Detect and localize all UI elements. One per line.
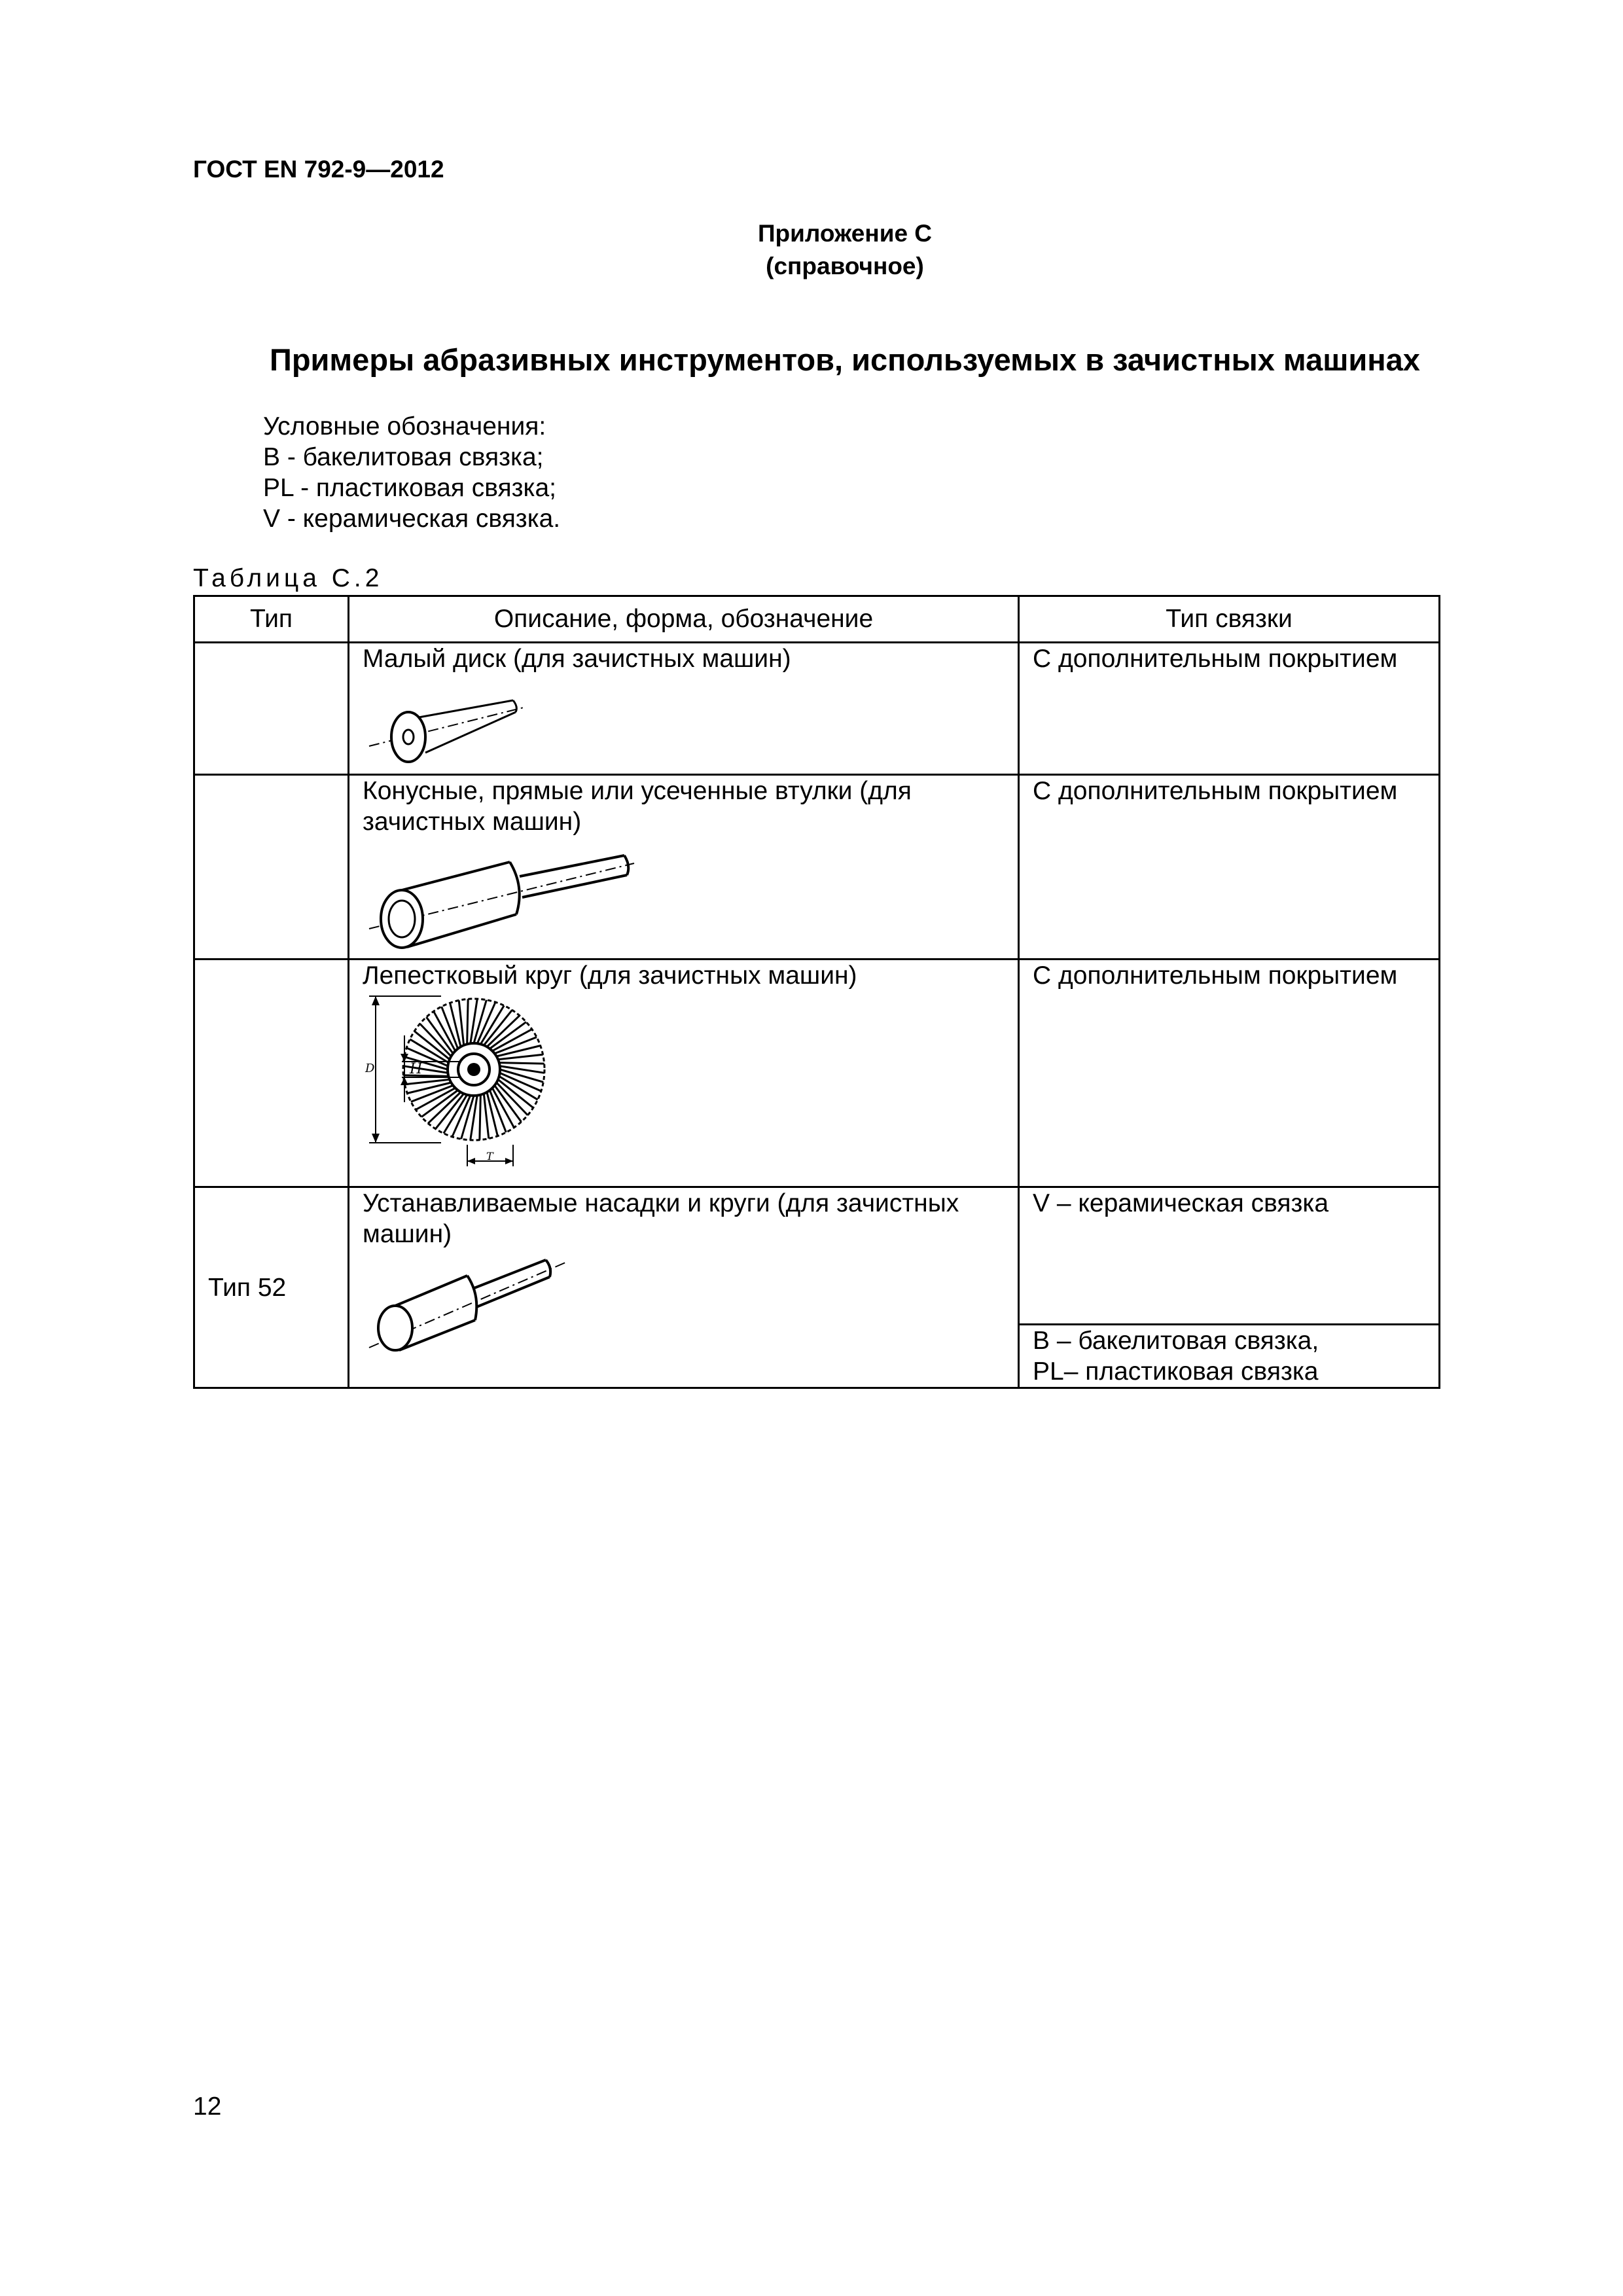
table-row — [194, 1187, 1440, 1325]
description-text: Малый диск (для зачистных машин) — [363, 645, 791, 673]
table-caption: Таблица С.2 — [193, 564, 383, 592]
bond-text: С дополнительным покрытием — [1033, 961, 1398, 990]
dimension-t-label: T — [486, 1150, 493, 1162]
description-text: Устанавливаемые насадки и круги (для зачистных машин) — [363, 1189, 959, 1248]
table-row — [194, 643, 1440, 775]
annex-heading — [0, 217, 1623, 283]
legend-item-pl: PL - пластиковая связка; — [263, 474, 556, 502]
annex-status: (справочное) — [766, 253, 924, 279]
page-title: Примеры абразивных инструментов, используемых в зачистных машинах — [270, 342, 1420, 377]
type-cell — [194, 775, 349, 960]
type-cell — [194, 643, 349, 775]
bond-text: V – керамическая связка — [1033, 1189, 1329, 1217]
annex-title: Приложение С — [757, 220, 933, 247]
legend-item-v: V - керамическая связка. — [263, 505, 561, 533]
abrasive-tools-table — [193, 595, 1440, 1389]
bond-text: С дополнительным покрытием — [1033, 777, 1398, 805]
table-header-row — [194, 596, 1440, 643]
type-cell — [194, 960, 349, 1187]
flap-ray — [467, 999, 469, 1044]
description-text: Лепестковый круг (для зачистных машин) — [363, 961, 857, 990]
column-header-type: Тип — [194, 596, 349, 643]
column-header-bond: Тип связки — [1019, 596, 1440, 643]
legend-block — [263, 411, 560, 534]
sleeve-figure — [363, 837, 637, 955]
mounted-point-figure — [363, 1249, 572, 1367]
page-number: 12 — [193, 2092, 222, 2121]
legend-item-b: B - бакелитовая связка; — [263, 443, 544, 471]
type-cell: Тип 52 — [208, 1273, 287, 1302]
flap-wheel-figure — [363, 991, 585, 1174]
dimension-h-label: H — [410, 1061, 423, 1077]
table-row — [194, 775, 1440, 960]
bond-text-plastic: PL– пластиковая связка — [1033, 1357, 1319, 1386]
bond-text: С дополнительным покрытием — [1033, 645, 1398, 673]
flap-ray — [480, 1095, 481, 1140]
small-disc-figure — [363, 674, 533, 766]
bond-text-bakelite: B – бакелитовая связка, — [1033, 1327, 1319, 1355]
table-row — [194, 960, 1440, 1187]
legend-heading: Условные обозначения: — [263, 412, 546, 440]
document-header: ГОСТ EN 792-9—2012 — [193, 156, 444, 183]
description-text: Конусные, прямые или усеченные втулки (для зачистных машин) — [363, 777, 912, 836]
dimension-d-label: D — [365, 1062, 375, 1075]
flap-ray — [499, 1063, 544, 1064]
column-header-description: Описание, форма, обозначение — [349, 596, 1019, 643]
